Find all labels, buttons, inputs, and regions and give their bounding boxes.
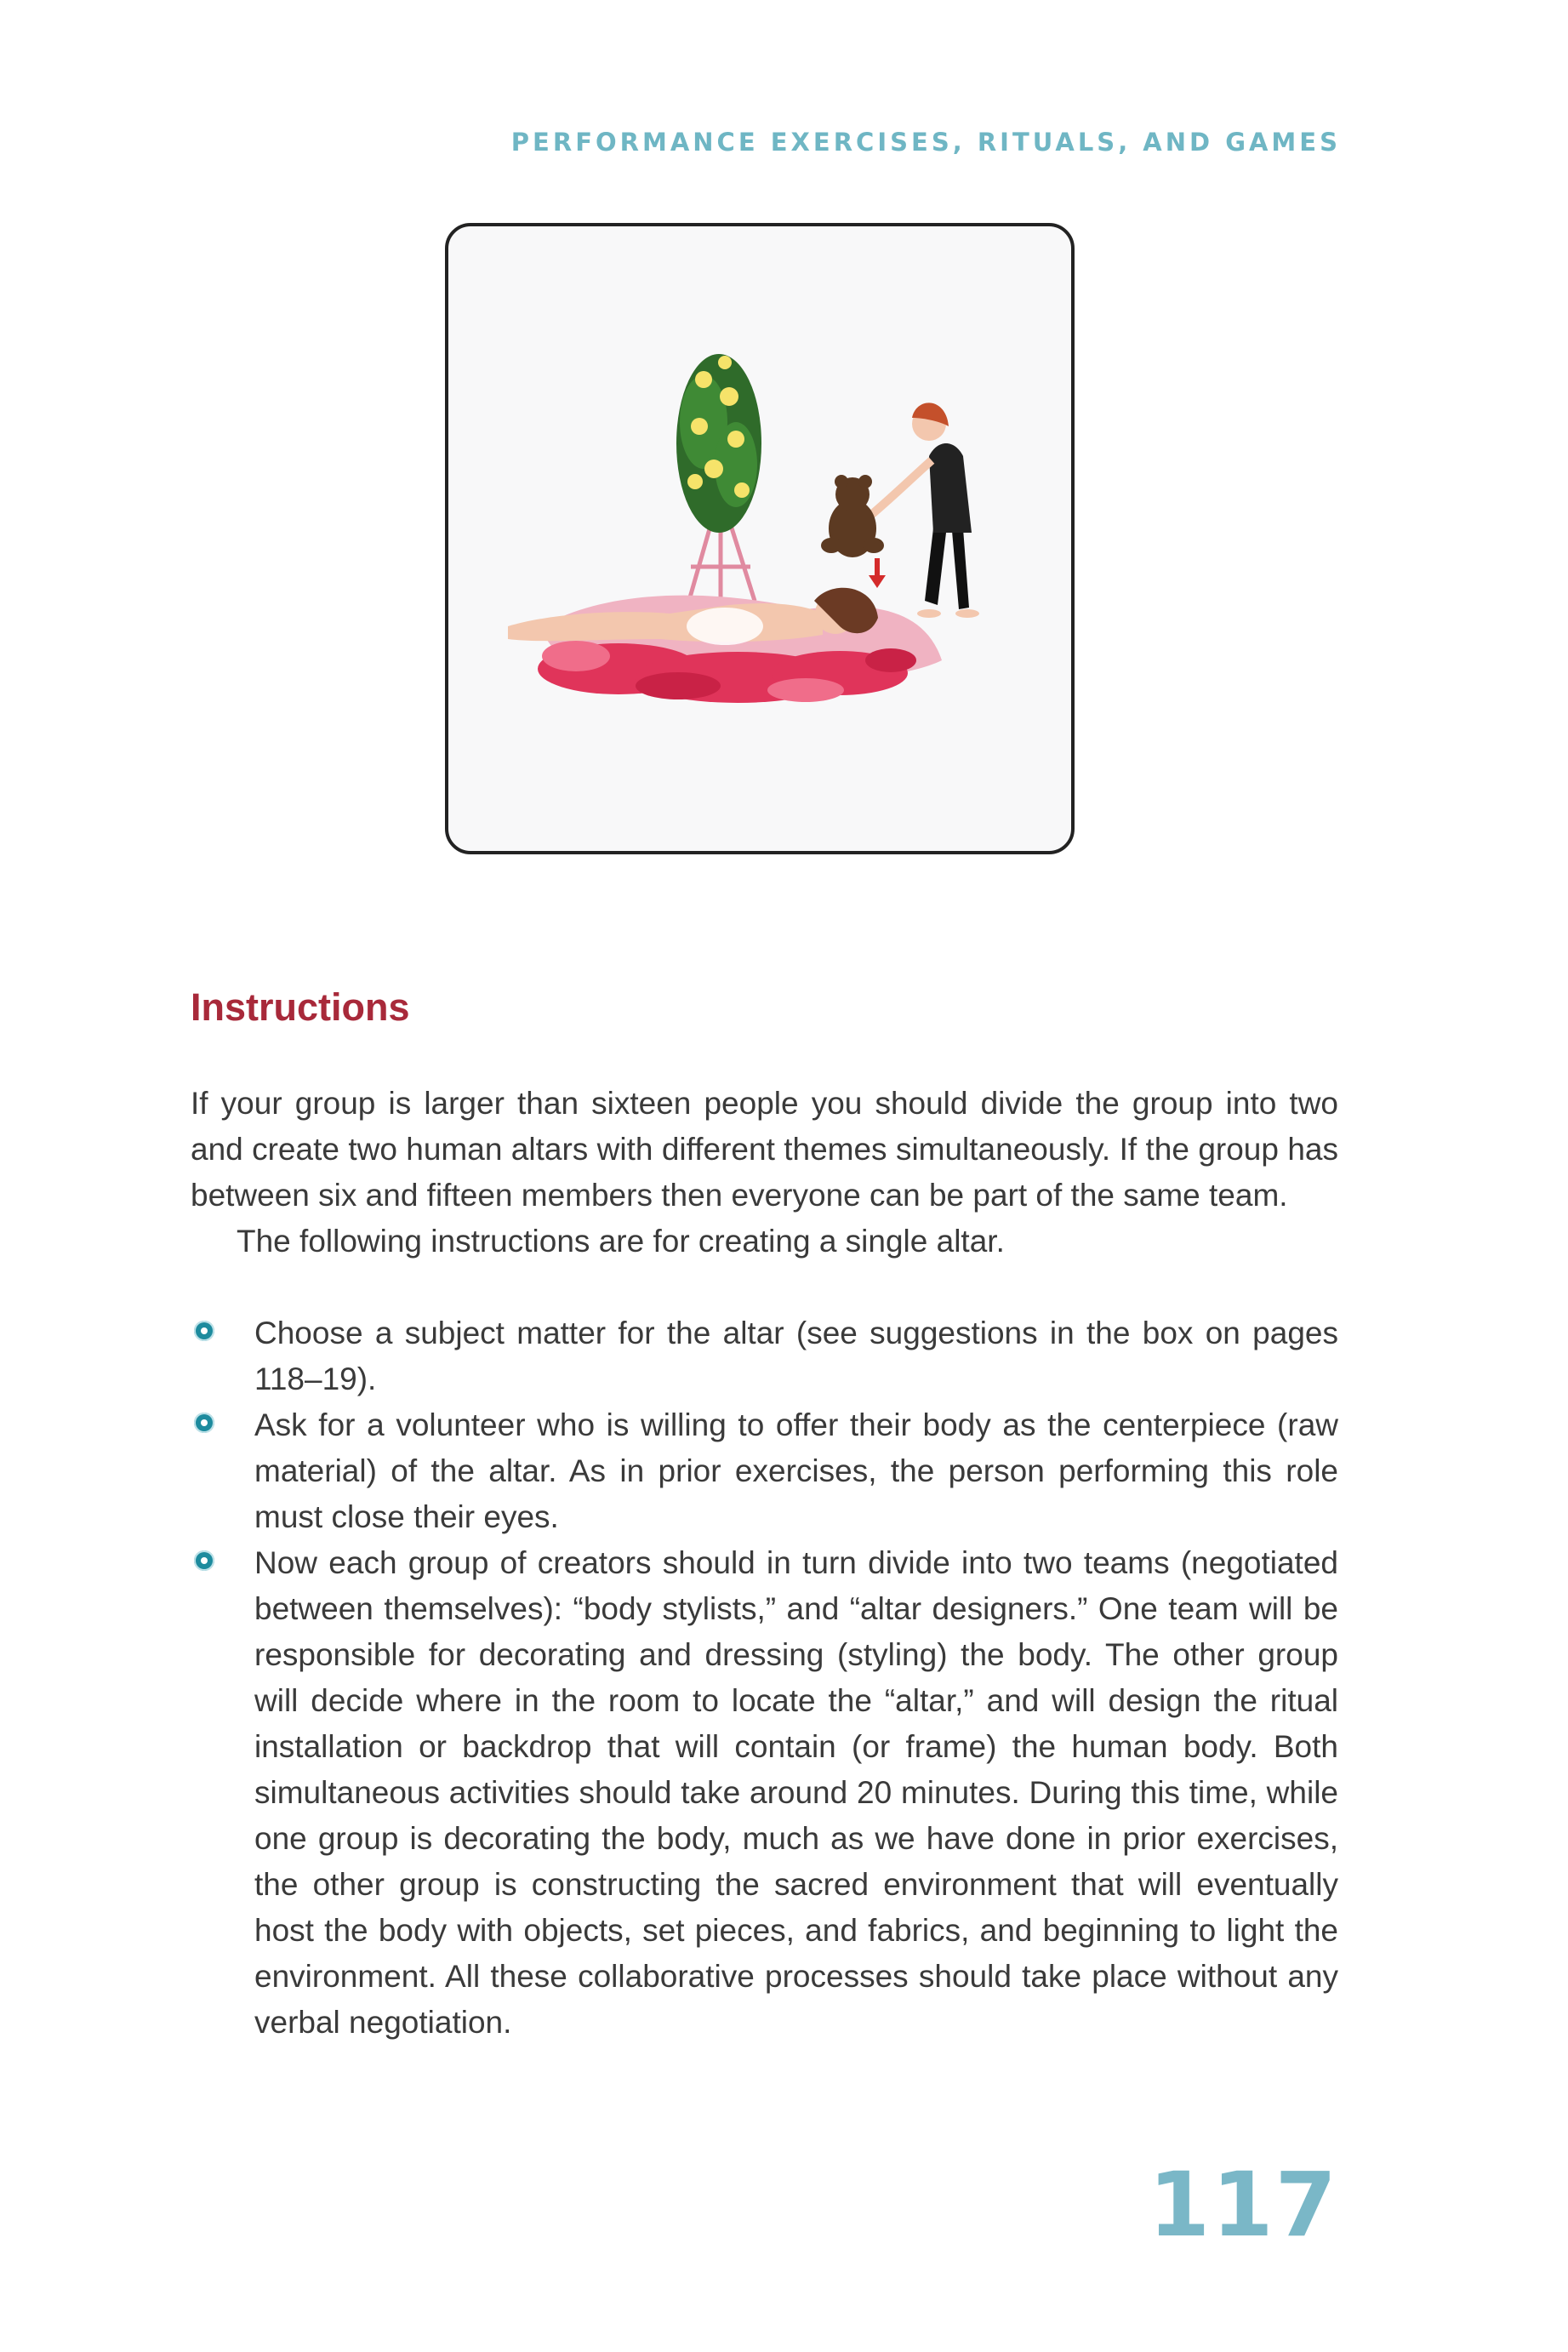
instruction-list — [191, 1310, 1338, 2046]
list-item — [191, 1540, 1338, 2046]
illustration-human-altar-icon — [448, 226, 1071, 851]
bullet-icon — [194, 1321, 214, 1341]
list-item — [191, 1310, 1338, 1402]
intro-paragraph-2: The following instructions are for creating a single altar. — [237, 1224, 1005, 1259]
bullet-icon — [194, 1413, 214, 1433]
intro-paragraph: If your group is larger than sixteen people you should divide the group into two and create two human altars with different themes simultaneously. If the group has between six and fifteen members then everyone can be part of the same team. — [191, 1086, 1338, 1213]
section-heading: Instructions — [191, 985, 410, 1029]
flower-arrangement-icon — [676, 354, 761, 533]
altar-illustration — [445, 223, 1075, 854]
bullet-icon — [194, 1550, 214, 1571]
list-item-text: Now each group of creators should in turn divide into two teams (negotiated between themselves): “body stylists,” and “altar designers.” One team will be responsible for decorating and dressing (styling) the body. The other group will decide where in the room to locate the “altar,” and will design the ritual installation or backdrop that will contain (or frame) the human body. Both simultaneous activities should take around 20 minutes. During this time, while one group is decorating the body, much as we have done in prior exercises, the other group is constructing the sacred environment that will eventually host the body with objects, set pieces, and fabrics, and beginning to light the environment. All these collaborative processes should take place without any verbal negotiation. — [254, 1545, 1338, 2040]
down-arrow-icon — [869, 558, 886, 588]
page-number: 117 — [1148, 2153, 1338, 2257]
standing-person-icon — [865, 402, 979, 618]
list-item — [191, 1402, 1338, 1540]
list-item-text: Ask for a volunteer who is willing to offer their body as the centerpiece (raw material) of the altar. As in prior exercises, the person performing this role must close their eyes. — [254, 1407, 1338, 1534]
list-item-text: Choose a subject matter for the altar (see suggestions in the box on pages 118–19). — [254, 1316, 1338, 1396]
running-header: PERFORMANCE EXERCISES, RITUALS, AND GAMES — [510, 128, 1341, 157]
